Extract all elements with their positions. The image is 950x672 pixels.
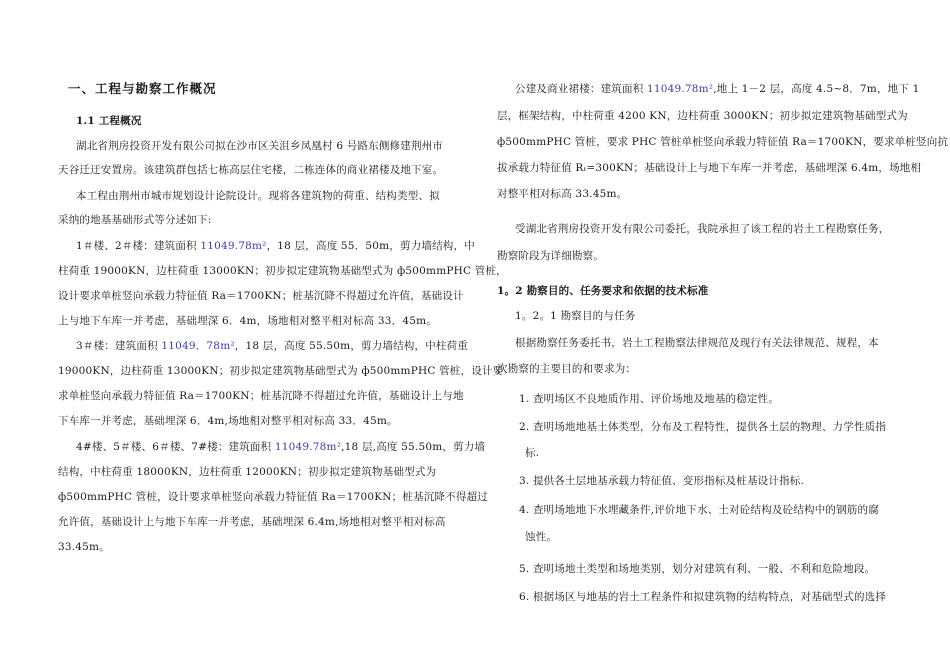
area-figure: 11049.78m²: [274, 441, 342, 453]
text-line: 3＃楼：建筑面积 11049．78m²，18 层，高度 55.50m，剪力墙结构，中柱荷重: [76, 340, 469, 352]
text-line: 允许值，基础设计上与地下车库一并考虑，基础埋深 6.4m,场地相对整平相对标高: [58, 516, 446, 528]
area-figure: 11049.78m²: [646, 83, 714, 95]
text-line: 33.45m。: [58, 541, 110, 553]
subsection-heading: 1.1 工程概况: [76, 115, 142, 127]
text-line: 采纳的地基基础形式等分述如下:: [58, 214, 212, 226]
text-line: 求单桩竖向承载力特征值 Ra＝1700KN；桩基沉降不得超过允许值，基础设计上与地: [58, 390, 464, 402]
section-heading: 一、工程与勘察工作概况: [68, 81, 217, 96]
text-line: 4. 查明场地地下水埋藏条件,评价地下水、土对砼结构及砼结构中的钢筋的腐: [519, 504, 879, 516]
text-line: ф500mmPHC 管桩，要求 PHC 管桩单桩竖向承载力特征值 Ra＝1700KN，要求单桩竖向抗: [497, 136, 949, 148]
text-line: 公建及商业裙楼：建筑面积 11049.78m²,地上 1－2 层，高度 4.5~8．7m，地下 1: [515, 83, 920, 95]
text-line: 上与地下车库一并考虑，基础埋深 6．4m，场地相对整平相对标高 33．45m。: [58, 315, 437, 327]
text-line: 本工程由荆州市城市规划设计论院设计。现将各建筑物的荷重、结构类型、拟: [76, 190, 440, 202]
text-line: 受湖北省荆房投资开发有限公司委托，我院承担了该工程的岩土工程勘察任务，: [515, 223, 890, 235]
text-line: 湖北省荆房投资开发有限公司拟在沙市区关沮乡凤凰村 6 号路东侧修建荆州市: [76, 140, 444, 152]
area-figure: 11049.78m²: [200, 240, 267, 252]
text-line: 4#楼、5＃楼、6＃楼、7#楼：建筑面积 11049.78m²,18 层,高度 55.50m，剪力墙: [76, 441, 486, 453]
text-line: 标.: [525, 447, 540, 459]
text-line: 层，框架结构，中柱荷重 4200 KN，边柱荷重 3000KN；初步拟定建筑物基础型式为: [497, 110, 908, 122]
text-line: 1。2。1 勘察目的与任务: [515, 310, 636, 322]
text-line: 6. 根据场区与地基的岩土工程条件和拟建筑物的结构特点，对基础型式的选择: [519, 591, 887, 603]
text-line: 蚀性。: [525, 531, 558, 543]
area-figure: 11049．78m²: [161, 340, 235, 352]
text-line: 19000KN，边柱荷重 13000KN；初步拟定建筑物基础型式为 ф500mmPHC 管桩，设计要: [58, 365, 504, 377]
text-line: 1＃楼、2＃楼：建筑面积 11049.78m²，18 层，高度 55．50m，剪力墙结构，中: [76, 240, 475, 252]
text-line: 5. 查明场地土类型和场地类别，划分对建筑有利、一般、不利和危险地段。: [519, 563, 876, 575]
text-line: 结构，中柱荷重 18000KN，边柱荷重 12000KN；初步拟定建筑物基础型式为: [58, 466, 437, 478]
text-line: 柱荷重 19000KN，边柱荷重 13000KN；初步拟定建筑物基础型式为 ф500mmPHC 管桩，: [58, 265, 507, 277]
text-line: 下车库一并考虑，基础埋深 6．4m,场地相对整平相对标高 33．45m。: [58, 415, 398, 427]
text-line: 勘察阶段为详细勘察。: [497, 250, 604, 262]
text-line: 1. 查明场区不良地质作用、评价场地及地基的稳定性。: [519, 393, 780, 405]
text-line: 拔承载力特征值 Rₜ=300KN；基础设计上与地下车库一并考虑，基础埋深 6.4m，场地相: [497, 162, 922, 174]
text-line: 设计要求单桩竖向承载力特征值 Ra＝1700KN；桩基沉降不得超过允许值，基础设计: [58, 290, 464, 302]
text-line: 3. 提供各土层地基承载力特征值、变形指标及桩基设计指标.: [519, 475, 804, 487]
text-line: 次勘察的主要目的和要求为：: [497, 363, 637, 375]
text-line: 对整平相对标高 33.45m。: [497, 188, 628, 200]
text-line: ф500mmPHC 管桩，设计要求单桩竖向承载力特征值 Ra＝1700KN；桩基沉降不得超过: [58, 491, 488, 503]
text-line: 根据勘察任务委托书，岩土工程勘察法律规范及现行有关法律规范、规程，本: [515, 337, 879, 349]
subsection-heading: 1。2 勘察目的、任务要求和依据的技术标准: [497, 285, 709, 297]
text-line: 2. 查明场地地基土体类型，分布及工程特性，提供各土层的物理、力学性质指: [519, 421, 887, 433]
text-line: 天谷迁迂安置房。该建筑群包括七栋高层住宅楼，二栋连体的商业裙楼及地下室。: [58, 164, 444, 176]
